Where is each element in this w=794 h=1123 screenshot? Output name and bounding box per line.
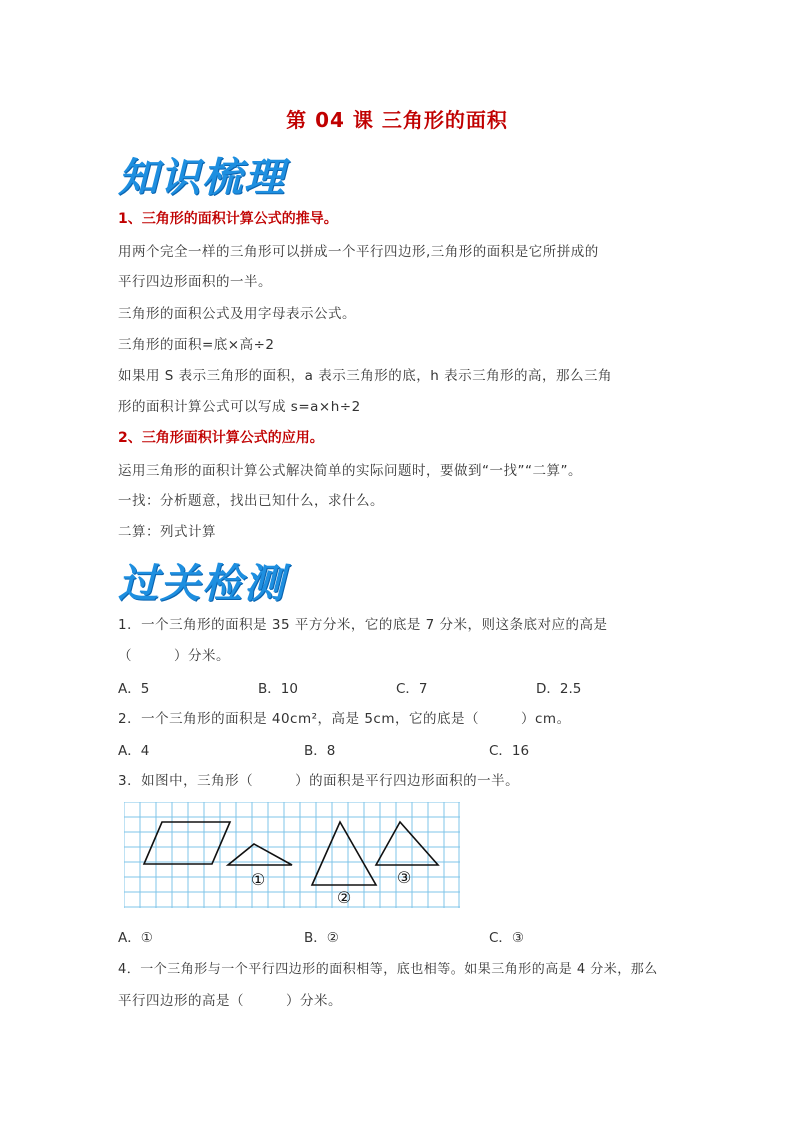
text-line: 二算：列式计算 (118, 524, 216, 540)
option-c: C．7 (396, 681, 428, 697)
text-line: 运用三角形的面积计算公式解决简单的实际问题时，要做到“一找”“二算”。 (118, 463, 582, 479)
option-b: B．8 (304, 743, 336, 759)
text-line: 一找：分析题意，找出已知什么，求什么。 (118, 493, 384, 509)
question-4-text: 平行四边形的高是（ ）分米。 (118, 993, 342, 1009)
question-1-text: （ ）分米。 (118, 648, 230, 664)
section-banner-test: 过关检测 (118, 561, 286, 607)
option-a: A．① (118, 930, 153, 946)
text-line: 三角形的面积=底×高÷2 (118, 337, 275, 353)
triangle-2-label: ② (336, 888, 352, 907)
subheading-derivation: 1、三角形的面积计算公式的推导。 (118, 211, 338, 227)
figure-svg (124, 802, 460, 908)
subheading-application: 2、三角形面积计算公式的应用。 (118, 430, 324, 446)
text-line: 用两个完全一样的三角形可以拼成一个平行四边形,三角形的面积是它所拼成的 (118, 244, 599, 260)
text-line: 平行四边形面积的一半。 (118, 274, 272, 290)
text-line: 形的面积计算公式可以写成 s=a×h÷2 (118, 399, 361, 415)
option-c: C．16 (489, 743, 530, 759)
option-d: D．2.5 (536, 681, 582, 697)
text-line: 如果用 S 表示三角形的面积，a 表示三角形的底，h 表示三角形的高，那么三角 (118, 368, 613, 384)
option-a: A．5 (118, 681, 150, 697)
parallelogram (144, 822, 230, 864)
triangle-1-label: ① (250, 870, 266, 889)
question-4-text: 4．一个三角形与一个平行四边形的面积相等，底也相等。如果三角形的高是 4 分米，那么 (118, 962, 658, 977)
question-1-text: 1．一个三角形的面积是 35 平方分米，它的底是 7 分米，则这条底对应的高是 (118, 617, 608, 633)
grid-lines (124, 802, 460, 908)
question-2-text: 2．一个三角形的面积是 40cm²，高是 5cm，它的底是（ ）cm。 (118, 711, 571, 727)
question-3-text: 3．如图中，三角形（ ）的面积是平行四边形面积的一半。 (118, 773, 520, 789)
section-banner-knowledge: 知识梳理 (118, 155, 286, 201)
text-line: 三角形的面积公式及用字母表示公式。 (118, 306, 356, 322)
option-a: A．4 (118, 743, 150, 759)
figure-grid (124, 802, 460, 908)
triangle-3 (376, 822, 438, 865)
page-title: 第 04 课 三角形的面积 (286, 108, 508, 132)
option-c: C．③ (489, 930, 525, 946)
triangle-3-label: ③ (396, 868, 412, 887)
option-b: B．10 (258, 681, 298, 697)
option-b: B．② (304, 930, 339, 946)
triangle-2 (312, 822, 376, 885)
